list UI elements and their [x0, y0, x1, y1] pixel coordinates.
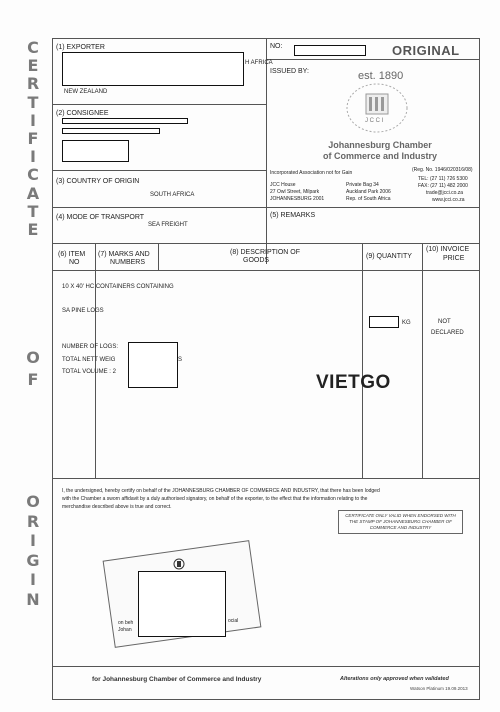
no-redaction — [294, 45, 366, 56]
chamber-postal-3: Rep. of South Africa — [346, 196, 391, 202]
col-invoice-2: PRICE — [443, 255, 465, 262]
stamp-text-left-2: Johan — [118, 627, 132, 633]
cert-text-2: with the Chamber a sworn affidavit by a duly authorised signatory, on behalf of the exporter, to the effect that the information relating to the — [62, 496, 368, 502]
consignee-redaction — [62, 118, 188, 124]
chamber-address-3: JOHANNESBURG 2001 — [270, 196, 325, 202]
chamber-address-2: 27 Owl Street, Milpark — [270, 189, 320, 195]
stamp-text-right: ocial — [228, 618, 239, 624]
stamp-text-left-1: on beh — [118, 620, 134, 626]
origin-value: SOUTH AFRICA — [150, 192, 195, 198]
certificate-letter: I — [30, 110, 36, 130]
chamber-assoc: Incorporated Association not for Gain — [270, 170, 353, 176]
chamber-contact-3: trade@jcci.co.za — [426, 190, 464, 196]
certificate-letter: T — [27, 92, 39, 112]
certificate-letter: I — [30, 147, 36, 167]
certificate-letter: A — [26, 183, 40, 203]
col-divider — [362, 243, 363, 478]
origin-letter: G — [26, 550, 40, 570]
of-letter: F — [27, 370, 39, 389]
chamber-name-line1: Johannesburg Chamber — [328, 140, 432, 150]
exporter-country: NEW ZEALAND — [64, 89, 108, 95]
chamber-reg: (Reg. No. 1946/020316/08) — [412, 167, 473, 173]
col-marks-2: NUMBERS — [110, 259, 146, 266]
consignee-redaction — [62, 140, 129, 162]
chamber-name-line2: of Commerce and Industry — [322, 151, 438, 161]
chamber-contact-2: FAX: (27 11) 482 2000 — [418, 183, 468, 189]
validity-note: CERTIFICATE ONLY VALID WHEN ENDORSED WITH THE STAMP OF JOHANNESBURG CHAMBER OF COMMERCE AND INDUSTRY — [338, 510, 463, 534]
divider — [52, 104, 266, 105]
footer-alterations: Alterations only approved when validated — [340, 676, 449, 682]
original-title: ORIGINAL — [392, 43, 460, 58]
stamp-redaction — [138, 571, 226, 637]
divider — [52, 478, 480, 479]
goods-line-2: SA PINE LOGS — [62, 308, 104, 314]
origin-letter: O — [26, 492, 40, 511]
divider — [266, 59, 480, 60]
certificate-letter: C — [27, 38, 39, 57]
origin-letter: I — [30, 531, 36, 550]
goods-line-3: NUMBER OF LOGS: — [62, 344, 119, 350]
transport-label: (4) MODE OF TRANSPORT — [56, 214, 145, 221]
jcci-laurel-icon — [340, 82, 414, 138]
divider — [52, 207, 480, 208]
goods-redaction — [128, 342, 178, 388]
vietgo-watermark: VIETGO — [316, 372, 391, 393]
col-desc-2: GOODS — [243, 257, 270, 264]
divider — [52, 270, 480, 271]
goods-line-4: TOTAL NETT WEIG — [62, 357, 116, 363]
footer-signature-line: for Johannesburg Chamber of Commerce and Industry — [92, 676, 262, 683]
certificate-letter: R — [26, 74, 40, 94]
col-desc-1: (8) DESCRIPTION OF — [230, 249, 301, 256]
origin-letter: I — [30, 570, 36, 589]
quantity-unit: KG — [402, 320, 411, 326]
consignee-label: (2) CONSIGNEE — [56, 110, 109, 117]
footer-code: Watson Platinum 19.09.2013 — [410, 686, 468, 691]
issued-by-label: ISSUED BY: — [270, 68, 309, 75]
origin-label: (3) COUNTRY OF ORIGIN — [56, 178, 140, 185]
of-letter: O — [26, 348, 40, 367]
col-quantity: (9) QUANTITY — [366, 253, 412, 260]
cert-text-3: merchandise described above is true and correct. — [62, 504, 172, 510]
certificate-letter: C — [27, 165, 39, 185]
certificate-letter: T — [27, 201, 39, 221]
exporter-redaction — [62, 52, 244, 86]
exporter-line-suffix: H AFRICA — [245, 60, 273, 66]
divider — [52, 243, 480, 244]
transport-value: SEA FREIGHT — [148, 222, 188, 228]
certificate-letter: E — [27, 56, 39, 76]
consignee-redaction — [62, 128, 160, 134]
price-line-1: NOT — [438, 319, 451, 325]
cert-text-1: I, the undersigned, hereby certify on behalf of the JOHANNESBURG CHAMBER OF COMMERCE AND INDUSTRY, that there has been lodged — [62, 488, 380, 494]
est-year: est. 1890 — [358, 70, 404, 82]
goods-line-5: TOTAL VOLUME : 2 — [62, 369, 116, 375]
exporter-label: (1) EXPORTER — [56, 44, 105, 51]
price-line-2: DECLARED — [431, 330, 464, 336]
col-item-2: NO — [69, 259, 80, 266]
col-marks-1: (7) MARKS AND — [98, 251, 150, 258]
origin-letter: R — [26, 511, 40, 531]
quantity-redaction — [369, 316, 399, 328]
stamp-emblem-icon — [172, 558, 186, 570]
origin-letter: N — [26, 589, 40, 609]
col-invoice-1: (10) INVOICE — [426, 246, 470, 253]
jcci-logo-text: J C C I — [365, 118, 384, 124]
col-divider — [422, 243, 423, 478]
goods-line-4-suffix: S — [178, 357, 183, 363]
divider — [52, 170, 266, 171]
chamber-postal-1: Private Bag 34 — [346, 182, 379, 188]
remarks-label: (5) REMARKS — [270, 212, 316, 219]
divider — [52, 666, 480, 667]
certificate-letter: E — [27, 220, 39, 239]
col-item-1: (6) ITEM — [58, 251, 86, 258]
chamber-postal-2: Auckland Park 2006 — [346, 189, 391, 195]
chamber-address-1: JCC House — [270, 182, 296, 188]
col-divider — [158, 243, 159, 270]
top-divider — [266, 38, 267, 264]
no-label: NO: — [270, 43, 283, 50]
certificate-letter: F — [27, 129, 39, 148]
goods-line-1: 10 X 40' HC CONTAINERS CONTAINING — [62, 284, 174, 290]
chamber-contact-1: TEL: (27 11) 726 5300 — [418, 176, 468, 182]
chamber-name — [300, 140, 460, 162]
chamber-contact-4: www.jcci.co.za — [432, 197, 465, 203]
